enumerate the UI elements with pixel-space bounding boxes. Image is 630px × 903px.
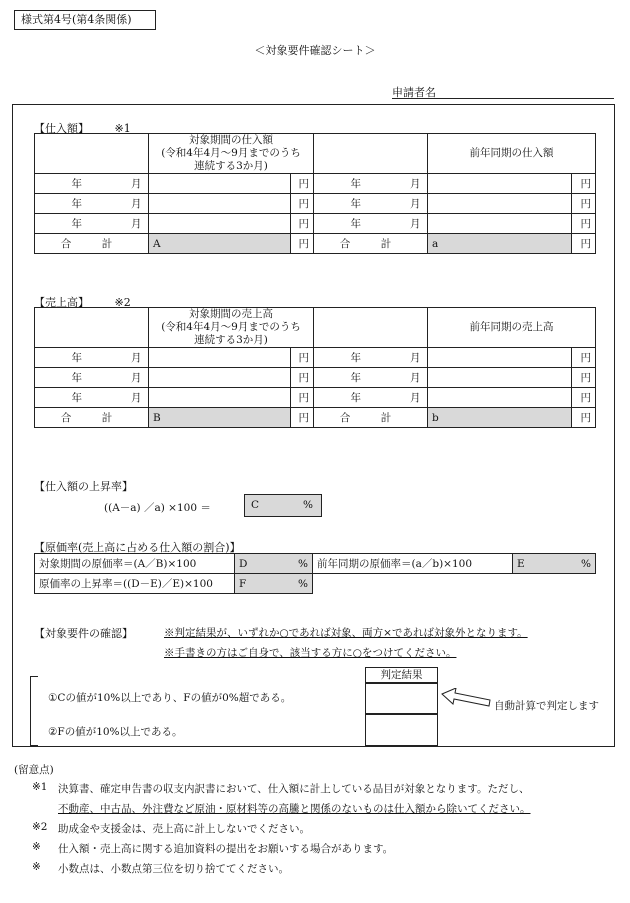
cost-rate-f-field bbox=[235, 574, 313, 594]
month-label: 月 bbox=[131, 372, 142, 384]
sales-note-mark: ※2 bbox=[114, 296, 131, 309]
month-label: 月 bbox=[410, 372, 421, 384]
percent-unit: % bbox=[581, 557, 591, 570]
year-month-cell[interactable] bbox=[35, 174, 149, 194]
yen-unit: 円 bbox=[291, 348, 314, 368]
yen-unit: 円 bbox=[572, 408, 596, 428]
empty-cell bbox=[313, 574, 513, 594]
result-cell-1[interactable] bbox=[365, 683, 438, 714]
year-label: 年 bbox=[71, 198, 82, 210]
month-label: 月 bbox=[131, 178, 142, 190]
cost-rate-table bbox=[34, 553, 596, 594]
auto-judge-label: 自動計算で判定します bbox=[494, 700, 599, 712]
c-label: C bbox=[251, 499, 260, 511]
increase-formula: ((A－a) ／a) ×100 ＝ bbox=[104, 502, 211, 514]
header-line: 対象期間の売上高 bbox=[189, 308, 273, 320]
note-3: 仕入額・売上高に関する追加資料の提出をお願いする場合があります。 bbox=[58, 843, 394, 855]
total-b-field: B bbox=[149, 408, 291, 428]
purchase-prev-header: 前年同期の仕入額 bbox=[428, 134, 596, 174]
left-arrow-icon bbox=[440, 688, 492, 710]
total-row bbox=[35, 234, 596, 254]
total-row bbox=[35, 408, 596, 428]
yen-unit: 円 bbox=[572, 214, 596, 234]
year-label: 年 bbox=[71, 372, 82, 384]
year-month-cell[interactable] bbox=[314, 194, 428, 214]
year-label: 年 bbox=[350, 392, 362, 404]
amount-input[interactable] bbox=[428, 214, 572, 234]
purchase-heading-text: 【仕入額】 bbox=[34, 122, 89, 135]
yen-unit: 円 bbox=[572, 388, 596, 408]
year-label: 年 bbox=[350, 198, 362, 210]
applicant-name-label: 申請者名 bbox=[392, 86, 436, 99]
header-line: (令和4年4月～9月までのうち bbox=[161, 147, 301, 159]
confirm-note-1: ※判定結果が、いずれか○であれば対象、両方×であれば対象外となります。 bbox=[164, 627, 528, 639]
sales-target-header bbox=[149, 308, 314, 348]
year-month-cell[interactable] bbox=[314, 348, 428, 368]
d-label: D bbox=[239, 557, 248, 570]
total-label: 合 計 bbox=[35, 234, 149, 254]
increase-rate-c-field bbox=[244, 494, 322, 517]
amount-input[interactable] bbox=[428, 368, 572, 388]
f-label: F bbox=[239, 577, 247, 590]
year-month-cell[interactable] bbox=[35, 348, 149, 368]
year-label: 年 bbox=[71, 392, 82, 404]
note-4: 小数点は、小数点第三位を切り捨ててください。 bbox=[58, 863, 289, 875]
yen-unit: 円 bbox=[291, 408, 314, 428]
table-row bbox=[35, 368, 596, 388]
cost-rate-heading: 【原価率(売上高に占める仕入額の割合)】 bbox=[34, 541, 241, 554]
increase-heading: 【仕入額の上昇率】 bbox=[34, 480, 133, 493]
year-month-cell[interactable] bbox=[35, 214, 149, 234]
cost-rate-d-field bbox=[235, 554, 313, 574]
header-line: 連続する3か月) bbox=[194, 334, 268, 346]
yen-unit: 円 bbox=[572, 234, 596, 254]
header-line: 対象期間の仕入額 bbox=[189, 134, 273, 146]
note-2-mark: ※2 bbox=[32, 821, 48, 833]
month-label: 月 bbox=[410, 392, 421, 404]
table-row bbox=[35, 554, 596, 574]
sales-table bbox=[34, 307, 596, 428]
year-month-cell[interactable] bbox=[314, 174, 428, 194]
table-row bbox=[35, 174, 596, 194]
month-label: 月 bbox=[131, 198, 142, 210]
note-1-mark: ※1 bbox=[32, 781, 48, 793]
purchase-note-mark: ※1 bbox=[114, 122, 131, 135]
yen-unit: 円 bbox=[291, 234, 314, 254]
table-row bbox=[35, 194, 596, 214]
year-label: 年 bbox=[350, 352, 362, 364]
yen-unit: 円 bbox=[572, 194, 596, 214]
sales-heading-text: 【売上高】 bbox=[34, 296, 89, 309]
month-label: 月 bbox=[131, 218, 142, 230]
year-label: 年 bbox=[350, 218, 362, 230]
empty-cell bbox=[513, 574, 596, 594]
note-2: 助成金や支援金は、売上高に計上しないでください。 bbox=[58, 823, 310, 835]
confirm-note-2: ※手書きの方はご自身で、該当する方に○をつけてください。 bbox=[164, 647, 457, 659]
month-label: 月 bbox=[131, 352, 142, 364]
total-label: 合 計 bbox=[35, 408, 149, 428]
year-label: 年 bbox=[350, 372, 362, 384]
note-1-line-1: 決算書、確定申告書の収支内訳書において、仕入額に計上している品目が対象となります。ただし、 bbox=[58, 783, 530, 795]
applicant-name-field[interactable] bbox=[392, 98, 614, 99]
e-label: E bbox=[517, 557, 525, 570]
percent-unit: % bbox=[298, 557, 308, 570]
sales-blank-header bbox=[35, 308, 149, 348]
amount-input[interactable] bbox=[149, 174, 291, 194]
year-month-cell[interactable] bbox=[314, 214, 428, 234]
percent-unit: % bbox=[298, 577, 308, 590]
purchase-blank-header bbox=[35, 134, 149, 174]
yen-unit: 円 bbox=[291, 194, 314, 214]
year-label: 年 bbox=[71, 218, 82, 230]
amount-input[interactable] bbox=[149, 388, 291, 408]
cost-rate-e-field bbox=[513, 554, 596, 574]
month-label: 月 bbox=[410, 178, 421, 190]
sales-prev-header: 前年同期の売上高 bbox=[428, 308, 596, 348]
amount-input[interactable] bbox=[428, 194, 572, 214]
amount-input[interactable] bbox=[149, 194, 291, 214]
total-a-prev-field: a bbox=[428, 234, 572, 254]
table-row bbox=[35, 388, 596, 408]
year-label: 年 bbox=[71, 178, 82, 190]
header-line: 連続する3か月) bbox=[194, 160, 268, 172]
notes-heading: (留意点) bbox=[14, 764, 54, 776]
table-row bbox=[35, 574, 596, 594]
header-line: (令和4年4月～9月までのうち bbox=[161, 321, 301, 333]
total-label: 合 計 bbox=[314, 234, 428, 254]
year-month-cell[interactable] bbox=[35, 388, 149, 408]
yen-unit: 円 bbox=[291, 388, 314, 408]
yen-unit: 円 bbox=[291, 214, 314, 234]
target-cost-rate-label: 対象期間の原価率＝(A／B)×100 bbox=[35, 554, 235, 574]
form-number: 様式第4号(第4条関係) bbox=[14, 10, 156, 30]
table-row bbox=[35, 348, 596, 368]
yen-unit: 円 bbox=[572, 174, 596, 194]
total-a-field: A bbox=[149, 234, 291, 254]
amount-input[interactable] bbox=[149, 368, 291, 388]
year-label: 年 bbox=[71, 352, 82, 364]
yen-unit: 円 bbox=[291, 368, 314, 388]
amount-input[interactable] bbox=[428, 388, 572, 408]
amount-input[interactable] bbox=[428, 348, 572, 368]
year-month-cell[interactable] bbox=[35, 194, 149, 214]
note-1-line-2: 不動産、中古品、外注費など原油・原材料等の高騰と関係のないものは仕入額から除いてください。 bbox=[58, 803, 531, 815]
purchase-target-header bbox=[149, 134, 314, 174]
condition-2: ②Fの値が10%以上である。 bbox=[48, 726, 183, 738]
purchase-table bbox=[34, 133, 596, 254]
year-month-cell[interactable] bbox=[314, 368, 428, 388]
cost-rate-rise-label: 原価率の上昇率＝((D－E)／E)×100 bbox=[35, 574, 235, 594]
yen-unit: 円 bbox=[572, 368, 596, 388]
note-4-mark: ※ bbox=[32, 861, 41, 873]
document-title: ＜対象要件確認シート＞ bbox=[254, 44, 376, 57]
percent-unit: % bbox=[303, 499, 313, 511]
total-label: 合 計 bbox=[314, 408, 428, 428]
result-header: 判定結果 bbox=[365, 667, 438, 683]
note-3-mark: ※ bbox=[32, 841, 41, 853]
confirm-heading: 【対象要件の確認】 bbox=[34, 627, 133, 640]
total-b-prev-field: b bbox=[428, 408, 572, 428]
yen-unit: 円 bbox=[291, 174, 314, 194]
amount-input[interactable] bbox=[428, 174, 572, 194]
sales-blank-header-2 bbox=[314, 308, 428, 348]
result-cell-2[interactable] bbox=[365, 714, 438, 746]
purchase-blank-header-2 bbox=[314, 134, 428, 174]
year-month-cell[interactable] bbox=[35, 368, 149, 388]
amount-input[interactable] bbox=[149, 214, 291, 234]
conditions-bracket bbox=[30, 676, 38, 746]
condition-1: ①Cの値が10%以上であり、Fの値が0%超である。 bbox=[48, 692, 292, 704]
month-label: 月 bbox=[131, 392, 142, 404]
table-row bbox=[35, 214, 596, 234]
yen-unit: 円 bbox=[572, 348, 596, 368]
month-label: 月 bbox=[410, 218, 421, 230]
amount-input[interactable] bbox=[149, 348, 291, 368]
month-label: 月 bbox=[410, 352, 421, 364]
year-month-cell[interactable] bbox=[314, 388, 428, 408]
prev-cost-rate-label: 前年同期の原価率＝(a／b)×100 bbox=[313, 554, 513, 574]
month-label: 月 bbox=[410, 198, 421, 210]
year-label: 年 bbox=[350, 178, 362, 190]
